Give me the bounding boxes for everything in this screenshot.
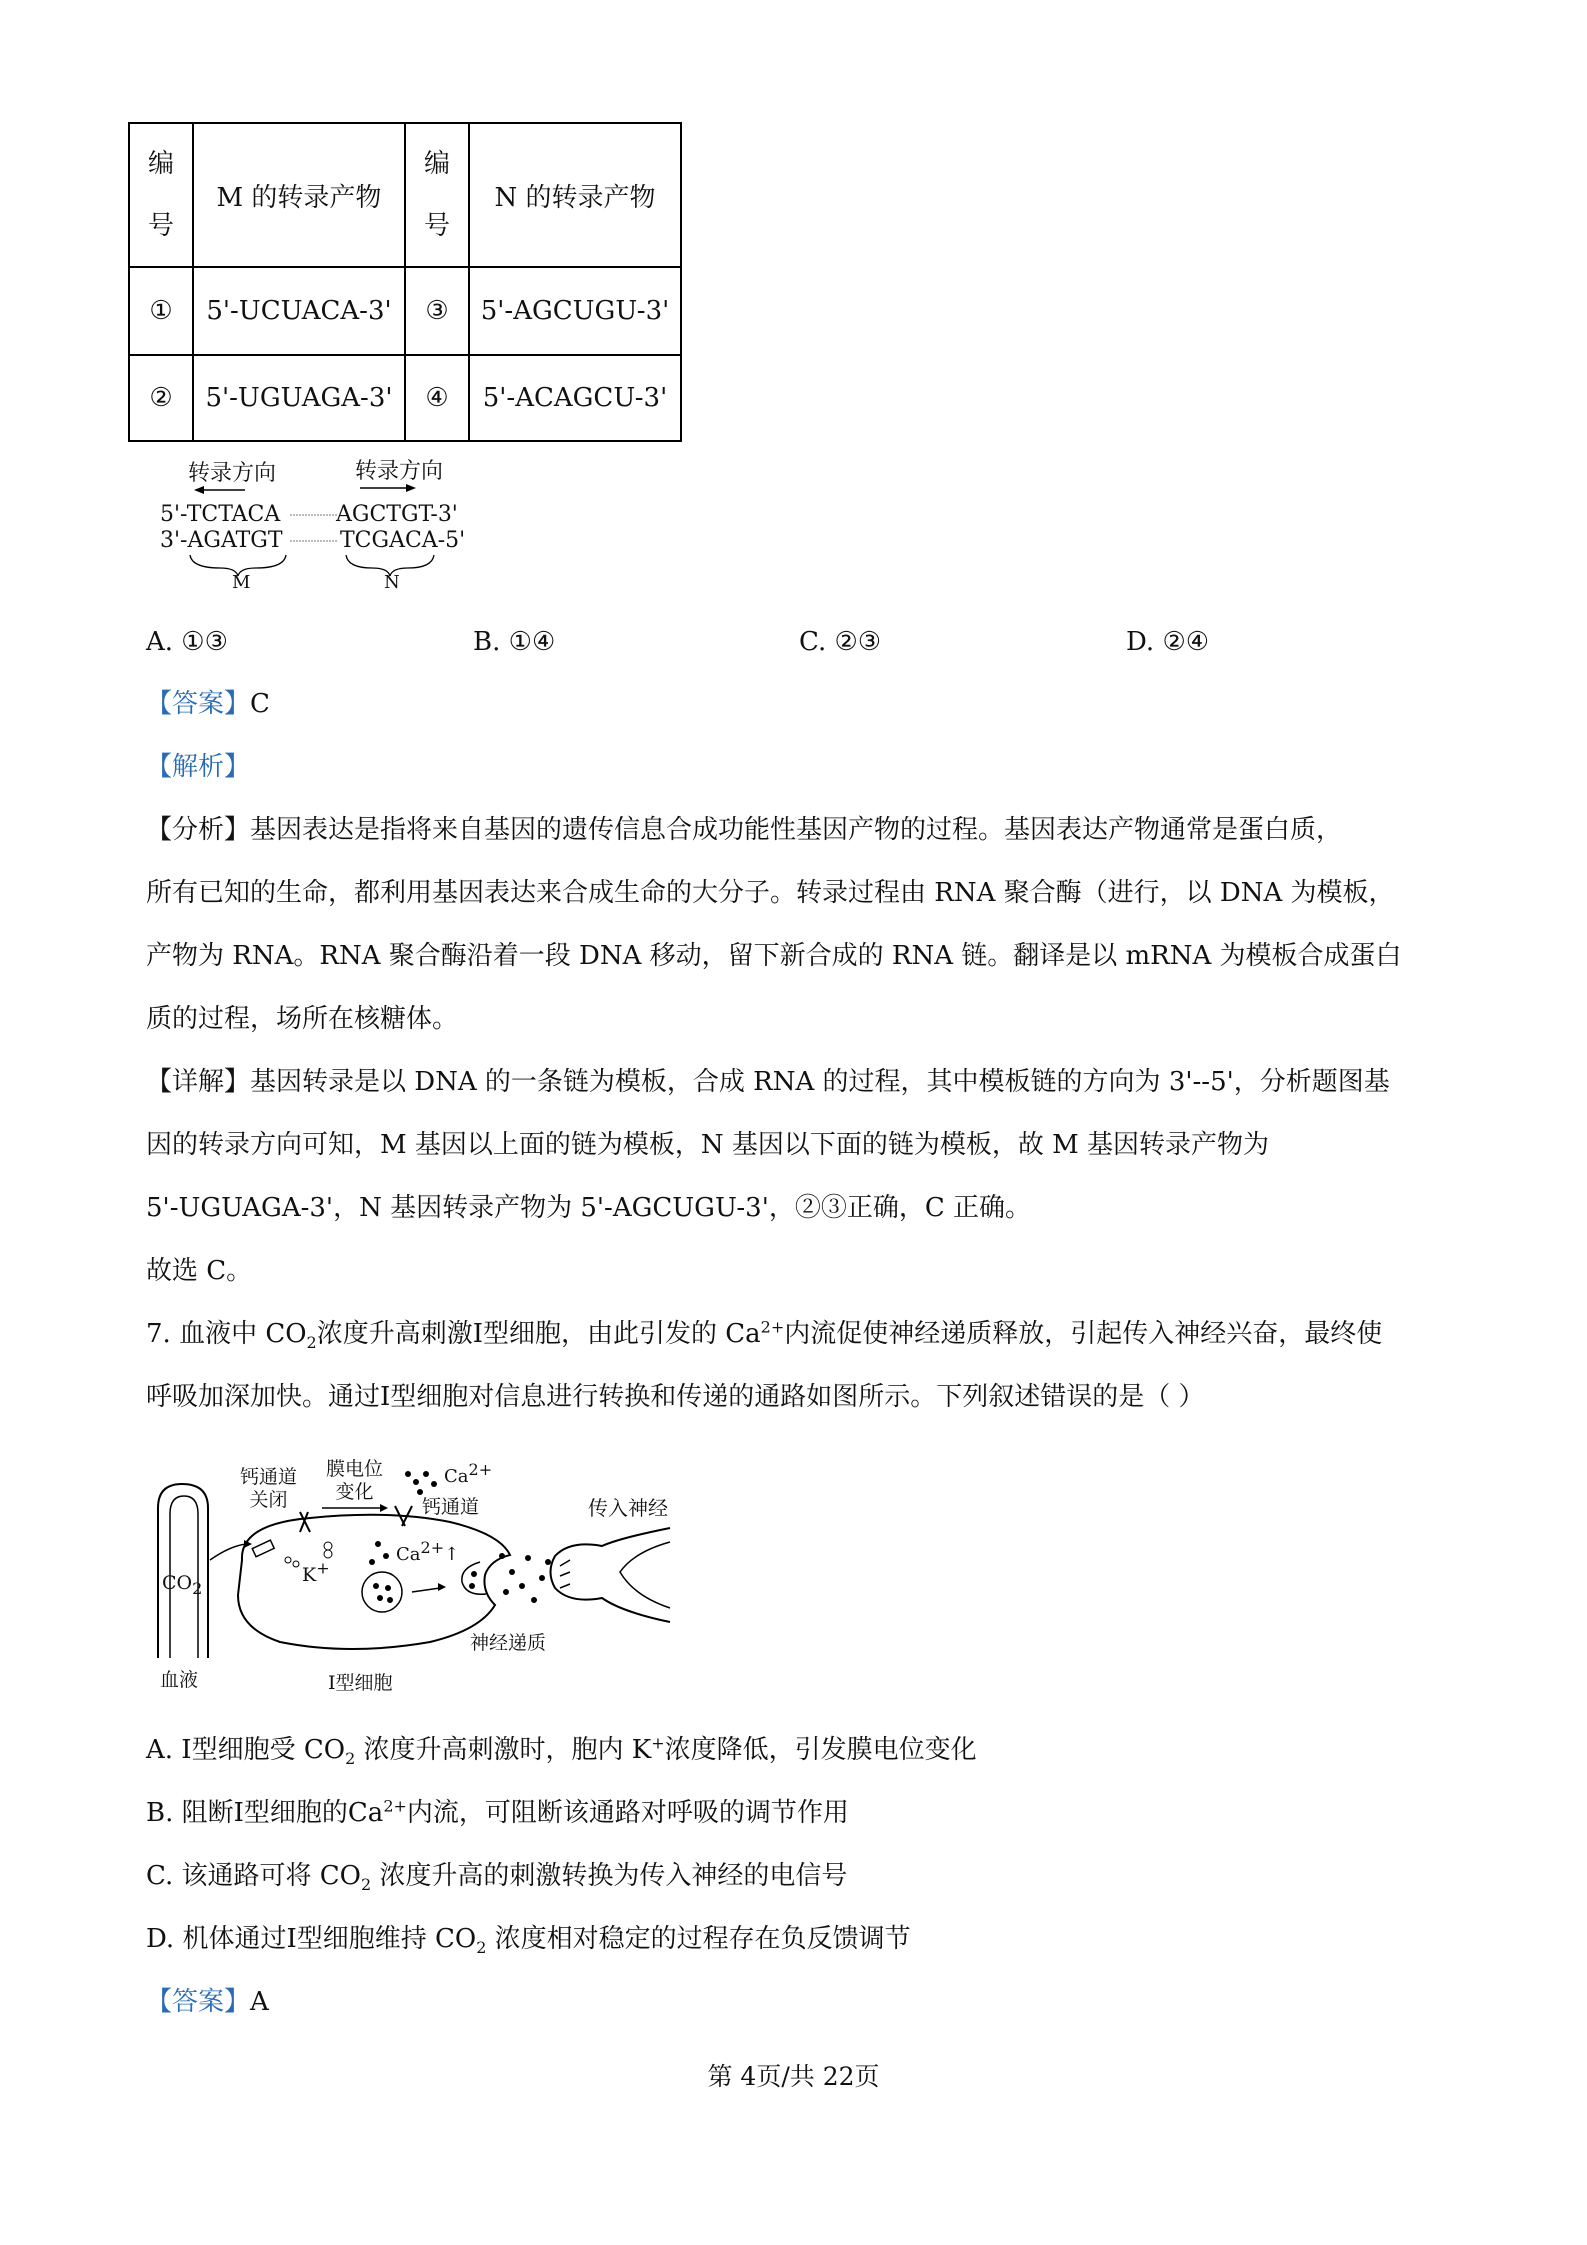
page-footer: 第 4页/共 22页 bbox=[707, 2062, 880, 2091]
row-m-product: 5'-UCUACA-3' bbox=[193, 267, 405, 355]
header-n-product: N 的转录产物 bbox=[469, 123, 681, 267]
q7-answer-tag: 【答案】 bbox=[146, 1987, 251, 2017]
fenxi-line-1 bbox=[146, 817, 1342, 843]
header-num-a-char1: 编 bbox=[147, 149, 174, 179]
membrane-change-l1: 膜电位 bbox=[326, 1458, 384, 1480]
table-header-row bbox=[129, 123, 681, 267]
q7-stem-line-1 bbox=[146, 1317, 1383, 1353]
option-b: B. ①④ bbox=[473, 627, 556, 657]
analysis-tag: 【解析】 bbox=[146, 752, 251, 782]
q7-option-b bbox=[146, 1796, 849, 1828]
neurotransmitter-label: 神经递质 bbox=[470, 1632, 547, 1654]
co2-label bbox=[162, 1572, 203, 1598]
q7-text-a: 7. 血液中 CO bbox=[146, 1319, 307, 1349]
fenxi-line-3: 产物为 RNA。RNA 聚合酶沿着一段 DNA 移动，留下新合成的 RNA 链。翻译是以 mRNA 为模板合成蛋白 bbox=[146, 941, 1402, 971]
ca-channel-label: 钙通道 bbox=[422, 1496, 480, 1518]
ca-channel-closed-l1: 钙通道 bbox=[240, 1466, 298, 1488]
q6-answer bbox=[146, 691, 270, 717]
fenxi-line-4: 质的过程，场所在核糖体。 bbox=[146, 1004, 459, 1034]
q7-b-sup: 2+ bbox=[383, 1796, 407, 1816]
xiangjie-tag: 【详解】 bbox=[146, 1067, 251, 1097]
xiangjie-line-3: 5'-UGUAGA-3'，N 基因转录产物为 5'-AGCUGU-3'，②③正确，C 正确。 bbox=[146, 1193, 1032, 1223]
header-number-a bbox=[129, 123, 193, 267]
table-row bbox=[129, 355, 681, 441]
q6-conclusion: 故选 C。 bbox=[146, 1256, 253, 1286]
ca-inside-label bbox=[396, 1538, 460, 1565]
ca-top-text: Ca bbox=[444, 1466, 469, 1487]
xiangjie-text: 基因转录是以 DNA 的一条链为模板，合成 RNA 的过程，其中模板链的方向为 3'--5'，分析题图基 bbox=[250, 1067, 1390, 1097]
top-strand-right: AGCTGT-3' bbox=[336, 502, 458, 527]
ca-top-sup: 2+ bbox=[468, 1460, 493, 1479]
q7-option-d bbox=[146, 1924, 911, 1958]
fenxi-text: 基因表达是指将来自基因的遗传信息合成功能性基因产物的过程。基因表达产物通常是蛋白质， bbox=[250, 815, 1343, 845]
answer-tag: 【答案】 bbox=[146, 689, 251, 719]
option-a: A. ①③ bbox=[146, 627, 228, 657]
bottom-strand-right: TCGACA-5' bbox=[340, 528, 466, 553]
k-sup: + bbox=[316, 1558, 330, 1578]
gene-m-label: M bbox=[232, 572, 251, 593]
row-num: ① bbox=[129, 267, 193, 355]
q7-d-text-1: D. 机体通过I型细胞维持 CO bbox=[146, 1924, 477, 1954]
q7-d-sub: 2 bbox=[476, 1938, 487, 1958]
type-i-cell-figure bbox=[150, 1460, 690, 1695]
ca-channel-closed-label bbox=[240, 1466, 297, 1512]
row-m-product: 5'-UGUAGA-3' bbox=[193, 355, 405, 441]
ca-top-label bbox=[444, 1460, 493, 1487]
membrane-change-label bbox=[326, 1458, 383, 1504]
q7-c-text-2: 浓度升高的刺激转换为传入神经的电信号 bbox=[371, 1861, 848, 1891]
q7-option-a bbox=[146, 1733, 977, 1769]
blood-label: 血液 bbox=[160, 1669, 199, 1691]
row-n-product: 5'-ACAGCU-3' bbox=[469, 355, 681, 441]
q7-d-text-2: 浓度相对稳定的过程存在负反馈调节 bbox=[486, 1924, 911, 1954]
header-m-product: M 的转录产物 bbox=[193, 123, 405, 267]
table-row bbox=[129, 267, 681, 355]
row-num: ④ bbox=[405, 355, 469, 441]
q7-text-c: 内流促使神经递质释放，引起传入神经兴奋，最终使 bbox=[784, 1319, 1383, 1349]
top-strand-left: 5'-TCTACA bbox=[160, 502, 281, 527]
q7-option-c bbox=[146, 1861, 848, 1895]
xiangjie-line-2: 因的转录方向可知，M 基因以上面的链为模板，N 基因以下面的链为模板，故 M 基因转录产物为 bbox=[146, 1130, 1270, 1160]
type-i-cell-label: I型细胞 bbox=[328, 1672, 393, 1694]
q7-sub: 2 bbox=[306, 1333, 317, 1353]
q7-b-text-1: B. 阻断I型细胞的Ca bbox=[146, 1798, 384, 1828]
fenxi-tag: 【分析】 bbox=[146, 815, 251, 845]
q7-c-text-1: C. 该通路可将 CO bbox=[146, 1861, 361, 1891]
header-num-a-char2: 号 bbox=[147, 211, 174, 241]
gene-n-label: N bbox=[384, 572, 400, 593]
q7-text-b: 浓度升高刺激I型细胞，由此引发的 Ca bbox=[316, 1319, 761, 1349]
row-n-product: 5'-AGCUGU-3' bbox=[469, 267, 681, 355]
q7-sup: 2+ bbox=[760, 1317, 785, 1337]
q7-c-sub: 2 bbox=[360, 1875, 372, 1895]
fenxi-line-2: 所有已知的生命，都利用基因表达来合成生命的大分子。转录过程由 RNA 聚合酶（进行，以 DNA 为模板， bbox=[146, 878, 1395, 908]
ca-in-sup: 2+ bbox=[420, 1538, 445, 1557]
q7-answer bbox=[146, 1989, 269, 2015]
option-c: C. ②③ bbox=[799, 627, 882, 657]
header-num-b-char1: 编 bbox=[423, 149, 450, 179]
k-text: K bbox=[302, 1564, 317, 1586]
ca-in-text: Ca bbox=[396, 1544, 421, 1565]
option-d: D. ②④ bbox=[1126, 627, 1210, 657]
dna-transcription-figure bbox=[150, 452, 490, 600]
afferent-nerve-label: 传入神经 bbox=[588, 1496, 668, 1520]
xiangjie-line-1 bbox=[146, 1069, 1390, 1095]
k-label bbox=[302, 1558, 330, 1586]
transcription-product-table bbox=[128, 122, 682, 442]
q7-a-text-3: 浓度降低，引发膜电位变化 bbox=[664, 1735, 977, 1765]
co2-sub: 2 bbox=[192, 1578, 203, 1598]
header-number-b bbox=[405, 123, 469, 267]
co2-text: CO bbox=[162, 1572, 193, 1594]
transcription-direction-left-label: 转录方向 bbox=[188, 461, 277, 486]
q7-a-text-2: 浓度升高刺激时，胞内 K bbox=[355, 1735, 652, 1765]
ca-up-arrow: ↑ bbox=[444, 1544, 460, 1565]
answer-value: C bbox=[250, 689, 270, 719]
transcription-direction-right-label: 转录方向 bbox=[355, 459, 444, 484]
q7-a-sup: + bbox=[651, 1733, 665, 1753]
membrane-change-l2: 变化 bbox=[335, 1481, 374, 1503]
q7-stem-line-2: 呼吸加深加快。通过I型细胞对信息进行转换和传递的通路如图所示。下列叙述错误的是（ ） bbox=[146, 1382, 1205, 1412]
ca-channel-closed-l2: 关闭 bbox=[249, 1489, 288, 1511]
header-num-b-char2: 号 bbox=[423, 211, 450, 241]
row-num: ② bbox=[129, 355, 193, 441]
q7-b-text-2: 内流，可阻断该通路对呼吸的调节作用 bbox=[406, 1798, 849, 1828]
row-num: ③ bbox=[405, 267, 469, 355]
bottom-strand-left: 3'-AGATGT bbox=[160, 528, 283, 553]
q7-a-sub: 2 bbox=[345, 1749, 356, 1769]
q7-answer-value: A bbox=[250, 1987, 269, 2017]
q7-a-text-1: A. I型细胞受 CO bbox=[146, 1735, 346, 1765]
